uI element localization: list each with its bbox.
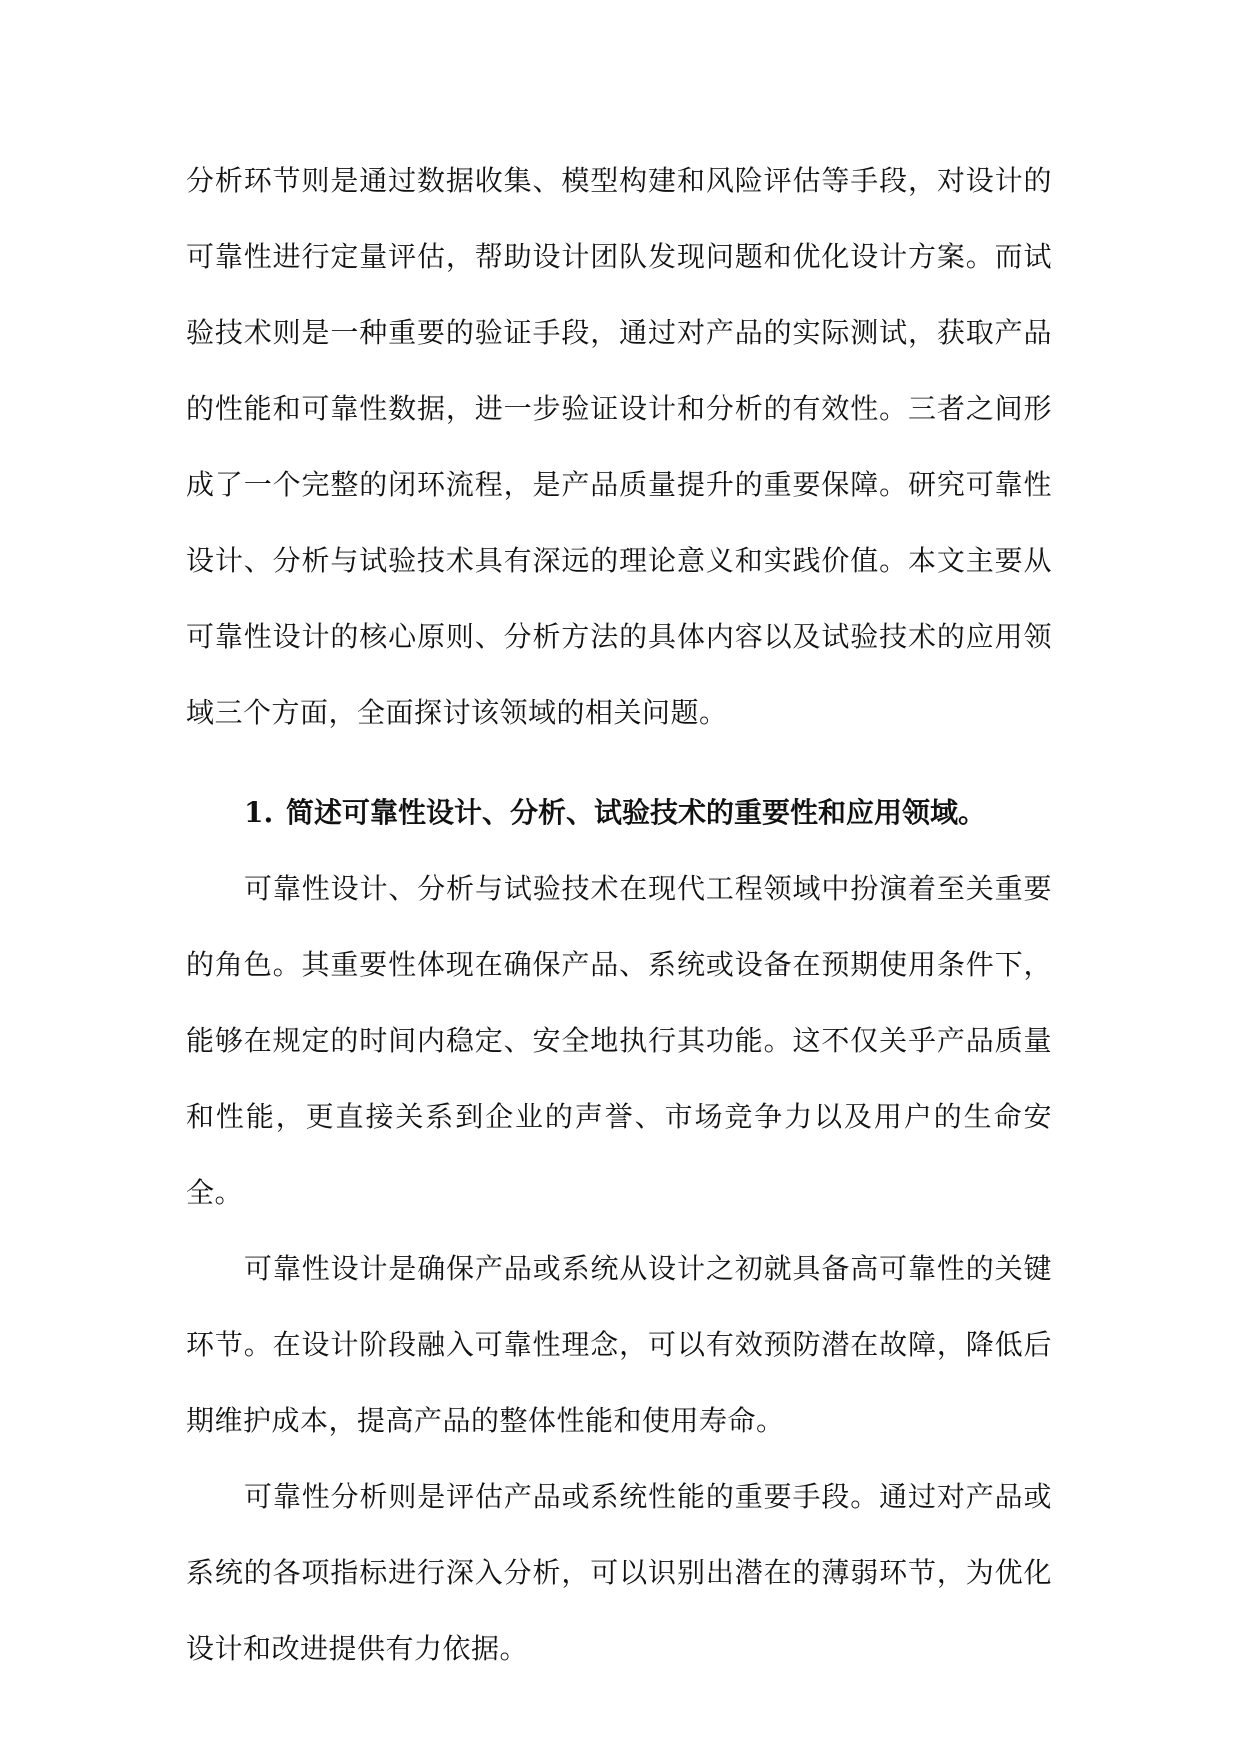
section-heading (186, 775, 1052, 851)
paragraph-design: 可靠性设计是确保产品或系统从设计之初就具备高可靠性的关键环节。在设计阶段融入可靠性理念，可以有效预防潜在故障，降低后期维护成本，提高产品的整体性能和使用寿命。 (186, 1252, 1052, 1437)
document-body (186, 143, 1052, 1687)
section-number: 1. (244, 796, 274, 829)
section-spacer (186, 751, 1052, 775)
paragraph-importance: 可靠性设计、分析与试验技术在现代工程领域中扮演着至关重要的角色。其重要性体现在确保产品、系统或设备在预期使用条件下，能够在规定的时间内稳定、安全地执行其功能。这不仅关乎产品质量和性能，更直接关系到企业的声誉、市场竞争力以及用户的生命安全。 (186, 872, 1052, 1209)
paragraph-continued: 分析环节则是通过数据收集、模型构建和风险评估等手段，对设计的可靠性进行定量评估，帮助设计团队发现问题和优化设计方案。而试验技术则是一种重要的验证手段，通过对产品的实际测试，获取产品的性能和可靠性数据，进一步验证设计和分析的有效性。三者之间形成了一个完整的闭环流程，是产品质量提升的重要保障。研究可靠性设计、分析与试验技术具有深远的理论意义和实践价值。本文主要从可靠性设计的核心原则、分析方法的具体内容以及试验技术的应用领域三个方面，全面探讨该领域的相关问题。 (186, 164, 1052, 729)
paragraph-analysis: 可靠性分析则是评估产品或系统性能的重要手段。通过对产品或系统的各项指标进行深入分析，可以识别出潜在的薄弱环节，为优化设计和改进提供有力依据。 (186, 1480, 1052, 1665)
section-title: 简述可靠性设计、分析、试验技术的重要性和应用领域。 (286, 796, 987, 829)
